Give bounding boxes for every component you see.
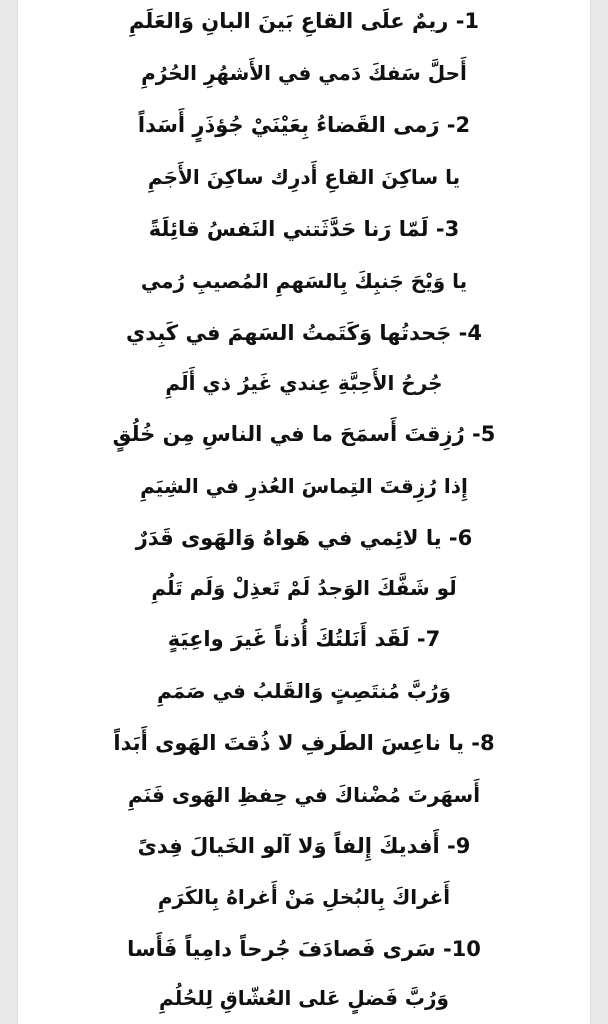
verse-9-first-hemistich: 9- أَفديكَ إِلفاً وَلا آلو الخَيالَ فِدىً [137,834,471,858]
poem-text [18,0,590,1024]
verse-4-first-hemistich: 4- جَحدتُها وَكَتَمتُ السَهمَ في كَبِدي [125,321,483,345]
verse-4-second-hemistich: جُرحُ الأَحِبَّةِ عِندي غَيرُ ذي أَلَمِ [165,371,443,395]
verse-2-second-hemistich: يا ساكِنَ القاعِ أَدرِك ساكِنَ الأَجَمِ [147,165,461,189]
verse-3-first-hemistich: 3- لَمّا رَنا حَدَّثَتني النَفسُ قائِلَةً [148,217,460,241]
verse-6-second-hemistich: لَو شَفَّكَ الوَجدُ لَمْ تَعذِلْ وَلَم تَلُمِ [151,576,457,600]
verse-2-first-hemistich: 2- رَمى القَضاءُ بِعَيْنَيْ جُؤذَرٍ أَسَداً [137,113,471,137]
verse-5-second-hemistich: إِذا رُزِقتَ التِماسَ العُذرِ في الشِيَمِ [140,474,468,498]
verse-9-second-hemistich: أَغراكَ بِالبُخلِ مَنْ أَغراهُ بِالكَرَمِ [157,885,451,909]
verse-8-second-hemistich: أَسهَرتَ مُضْناكَ في حِفظِ الهَوى فَنَمِ [127,783,481,807]
verse-10-first-hemistich: 10- سَرى فَصادَفَ جُرحاً دامِياً فَأَسا [127,937,481,961]
verse-10-second-hemistich: وَرُبَّ فَضلٍ عَلى العُشّاقِ لِلحُلُمِ [159,986,449,1010]
verse-1-first-hemistich: 1- ريمٌ علَى القاعِ بَينَ البانِ وَالعَلَمِ [128,9,480,33]
verse-5-first-hemistich: 5- رُزِقتَ أَسمَحَ ما في الناسِ مِن خُلُقٍ [112,422,496,446]
verse-6-first-hemistich: 6- يا لائِمي في هَواهُ وَالهَوى قَدَرٌ [135,526,473,550]
verse-8-first-hemistich: 8- يا ناعِسَ الطَرفِ لا ذُقتَ الهَوى أَبَداً [113,731,495,755]
verse-3-second-hemistich: يا وَيْحَ جَنبِكَ بِالسَهمِ المُصيبِ رُمي [140,269,468,293]
document-page [18,0,590,1024]
verse-7-second-hemistich: وَرُبَّ مُنتَصِتٍ وَالقَلبُ في صَمَمِ [157,679,451,703]
verse-1-second-hemistich: أَحلَّ سَفكَ دَمي في الأَشهُرِ الحُرُمِ [141,61,467,85]
verse-7-first-hemistich: 7- لَقَد أَنَلتُكَ أُذناً غَيرَ واعِيَةٍ [167,627,441,651]
